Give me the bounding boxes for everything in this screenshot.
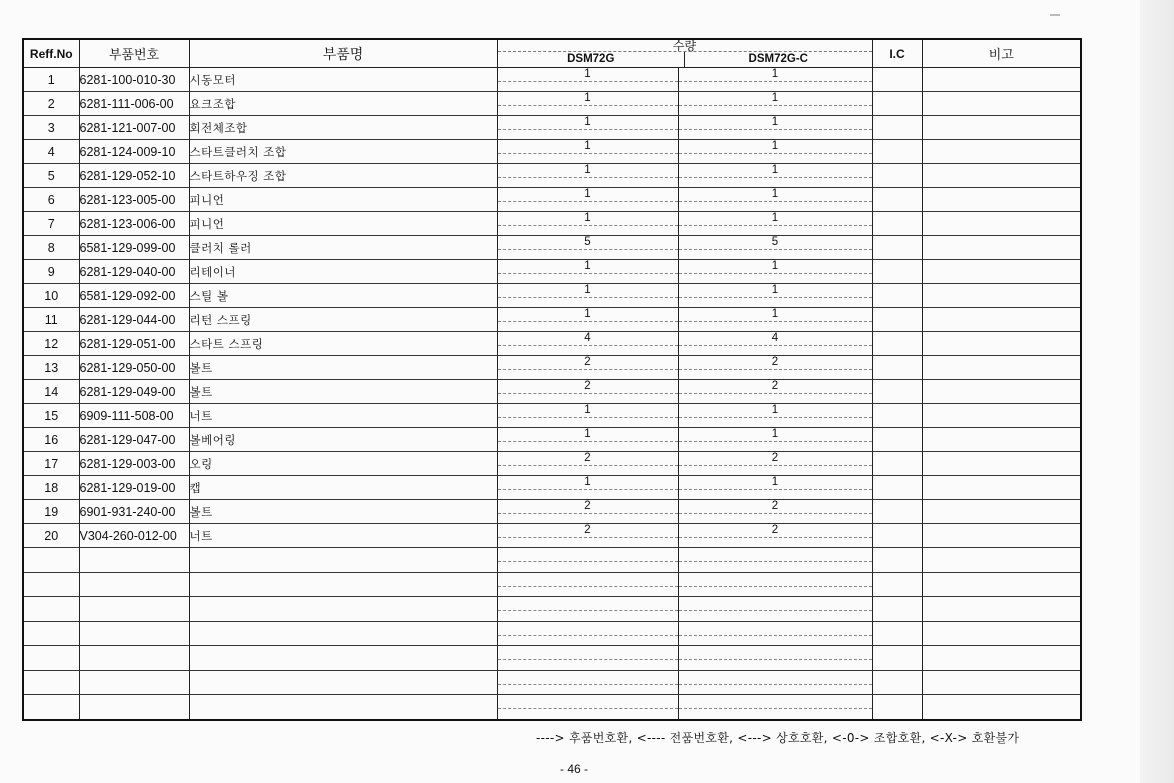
ic-cell [872,68,922,92]
qty-model-a-cell [497,236,678,260]
part-no-cell: 6281-121-007-00 [79,116,189,140]
ref-no-cell: 3 [23,116,79,140]
remarks-cell [922,572,1081,597]
remarks-cell [922,236,1081,260]
qty-model-a-cell [497,548,678,573]
qty-model-b-cell [678,597,872,622]
qty-model-b-cell [678,92,872,116]
interchange-legend: ----> 후품번호환, <---- 전품번호환, <---> 상호호환, <-0-> 조합호환, <-X-> 호환불가 [536,731,1020,745]
empty-row [23,646,1081,671]
ic-cell [872,140,922,164]
remarks-cell [922,670,1081,695]
part-no-cell: 6281-123-006-00 [79,212,189,236]
part-no-cell [79,548,189,573]
ic-cell [872,284,922,308]
part-no-cell: 6281-129-052-10 [79,164,189,188]
table-body [23,68,1081,720]
remarks-cell [922,476,1081,500]
table-row [23,356,1081,380]
remarks-cell [922,597,1081,622]
qty-model-a-cell-value: 5 [584,236,591,248]
empty-row [23,695,1081,720]
ref-no-cell: 13 [23,356,79,380]
qty-model-a-cell [497,500,678,524]
ic-cell [872,597,922,622]
qty-model-a-cell-value: 4 [584,332,591,344]
scan-edge [1140,0,1174,783]
ic-cell [872,524,922,548]
qty-model-a-cell-value: 2 [584,452,591,464]
ref-no-cell: 14 [23,380,79,404]
qty-model-b-cell [678,500,872,524]
qty-model-b-cell-value: 1 [771,260,779,272]
qty-model-b-cell-value: 2 [771,452,779,464]
qty-model-b-cell [678,524,872,548]
qty-model-a-cell [497,621,678,646]
ic-cell [872,548,922,573]
part-no-cell: 6281-129-049-00 [79,380,189,404]
qty-model-a-cell [497,695,678,720]
ref-no-cell [23,597,79,622]
header-qty-title: 수량 [672,39,697,53]
qty-model-b-cell [678,260,872,284]
qty-model-b-cell [678,140,872,164]
qty-model-b-cell [678,356,872,380]
part-no-cell: 6909-111-508-00 [79,404,189,428]
ic-cell [872,332,922,356]
part-name-cell [189,646,497,671]
part-name-cell: 클러치 롤러 [189,236,497,260]
qty-model-b-cell-value: 1 [771,212,779,224]
empty-row [23,670,1081,695]
part-no-cell: 6281-129-051-00 [79,332,189,356]
qty-model-a-cell-value: 1 [584,284,591,296]
ic-cell [872,164,922,188]
qty-model-b-cell [678,116,872,140]
table-row [23,308,1081,332]
remarks-cell [922,164,1081,188]
part-name-cell [189,695,497,720]
qty-model-a-cell-value: 1 [584,428,591,440]
remarks-cell [922,92,1081,116]
ref-no-cell [23,621,79,646]
qty-model-a-cell [497,68,678,92]
ic-cell [872,500,922,524]
qty-model-a-cell [497,140,678,164]
ref-no-cell [23,695,79,720]
empty-row [23,548,1081,573]
ic-cell [872,452,922,476]
remarks-cell [922,695,1081,720]
qty-model-a-cell-value: 2 [584,380,591,392]
ic-cell [872,236,922,260]
ic-cell [872,116,922,140]
ref-no-cell: 17 [23,452,79,476]
part-name-cell [189,597,497,622]
part-name-cell: 볼트 [189,356,497,380]
qty-model-b-cell [678,164,872,188]
qty-model-b-cell [678,452,872,476]
table-row [23,332,1081,356]
ref-no-cell: 20 [23,524,79,548]
qty-model-a-cell-value: 1 [584,68,591,80]
part-name-cell [189,621,497,646]
qty-model-b-cell [678,572,872,597]
qty-model-b-cell [678,188,872,212]
ref-no-cell: 7 [23,212,79,236]
qty-model-b-cell-value: 1 [771,428,779,440]
qty-model-b-cell-value: 2 [771,524,779,536]
qty-model-a-cell [497,308,678,332]
ic-cell [872,404,922,428]
table-row [23,68,1081,92]
qty-model-b-cell [678,670,872,695]
qty-model-a-cell [497,332,678,356]
table-row [23,260,1081,284]
qty-model-b-cell-value: 1 [771,476,779,488]
part-name-cell: 스타트 스프링 [189,332,497,356]
ic-cell [872,646,922,671]
table-row [23,212,1081,236]
qty-model-b-cell-value: 2 [771,380,779,392]
qty-model-b-cell-value: 5 [771,236,779,248]
qty-model-a-cell [497,404,678,428]
qty-model-b-cell-value: 1 [771,116,779,128]
part-no-cell [79,670,189,695]
ref-no-cell: 5 [23,164,79,188]
qty-model-b-cell [678,548,872,573]
remarks-cell [922,116,1081,140]
ref-no-cell: 10 [23,284,79,308]
part-no-cell: 6281-111-006-00 [79,92,189,116]
header-ref-no: Reff.No [23,39,79,68]
remarks-cell [922,140,1081,164]
part-no-cell: 6581-129-099-00 [79,236,189,260]
remarks-cell [922,68,1081,92]
remarks-cell [922,284,1081,308]
table-row [23,284,1081,308]
qty-model-a-cell [497,452,678,476]
ic-cell [872,572,922,597]
qty-model-b-cell-value: 4 [771,332,779,344]
qty-model-a-cell-value: 2 [584,500,591,512]
remarks-cell [922,212,1081,236]
ref-no-cell [23,548,79,573]
part-name-cell: 볼베어링 [189,428,497,452]
remarks-cell [922,646,1081,671]
ref-no-cell: 16 [23,428,79,452]
qty-model-a-cell [497,284,678,308]
part-no-cell: 6281-123-005-00 [79,188,189,212]
qty-model-b-cell [678,380,872,404]
ic-cell [872,380,922,404]
part-no-cell: 6281-124-009-10 [79,140,189,164]
ref-no-cell: 12 [23,332,79,356]
remarks-cell [922,260,1081,284]
qty-model-b-cell-value: 1 [771,164,779,176]
header-model-b: DSM72G-C [748,53,808,65]
qty-model-a-cell [497,164,678,188]
part-name-cell: 스타트클러치 조합 [189,140,497,164]
part-name-cell: 볼트 [189,380,497,404]
remarks-cell [922,524,1081,548]
table-row [23,188,1081,212]
header-ic: I.C [872,39,922,68]
qty-model-b-cell [678,428,872,452]
empty-row [23,621,1081,646]
qty-model-b-cell-value: 1 [771,140,779,152]
qty-model-b-cell-value: 1 [771,68,779,80]
qty-model-b-cell-value: 2 [771,356,779,368]
header-quantity [497,39,872,68]
part-no-cell [79,695,189,720]
table-row [23,428,1081,452]
ic-cell [872,308,922,332]
ref-no-cell: 18 [23,476,79,500]
part-name-cell: 볼트 [189,500,497,524]
qty-model-b-cell [678,68,872,92]
header-model-a: DSM72G [498,52,686,67]
qty-model-a-cell-value: 1 [584,404,591,416]
qty-model-b-cell-value: 1 [771,284,779,296]
table-row [23,236,1081,260]
table-row [23,164,1081,188]
ref-no-cell [23,646,79,671]
ref-no-cell: 8 [23,236,79,260]
remarks-cell [922,332,1081,356]
table-row [23,500,1081,524]
qty-model-b-cell [678,236,872,260]
qty-model-a-cell [497,597,678,622]
qty-model-b-cell [678,308,872,332]
remarks-cell [922,356,1081,380]
ic-cell [872,476,922,500]
ic-cell [872,260,922,284]
remarks-cell [922,404,1081,428]
part-no-cell: 6281-129-003-00 [79,452,189,476]
qty-model-a-cell-value: 1 [584,308,591,320]
header-part-name: 부품명 [189,39,497,68]
qty-model-a-cell-value: 1 [584,212,591,224]
table-row [23,116,1081,140]
ref-no-cell: 15 [23,404,79,428]
qty-model-b-cell-value: 1 [771,404,779,416]
remarks-cell [922,500,1081,524]
table-row [23,476,1081,500]
parts-table [22,38,1082,721]
part-no-cell: 6281-129-040-00 [79,260,189,284]
ref-no-cell: 2 [23,92,79,116]
ic-cell [872,621,922,646]
qty-model-b-cell-value: 1 [771,188,779,200]
remarks-cell [922,188,1081,212]
part-no-cell: 6281-129-050-00 [79,356,189,380]
part-no-cell [79,621,189,646]
qty-model-a-cell [497,92,678,116]
remarks-cell [922,428,1081,452]
ic-cell [872,670,922,695]
table-row [23,380,1081,404]
part-name-cell: 스타트하우징 조합 [189,164,497,188]
ic-cell [872,212,922,236]
qty-model-a-cell [497,356,678,380]
qty-model-b-cell-value: 2 [771,500,779,512]
qty-model-a-cell [497,212,678,236]
part-no-cell: 6281-100-010-30 [79,68,189,92]
part-name-cell: 리테이너 [189,260,497,284]
remarks-cell [922,380,1081,404]
part-name-cell [189,670,497,695]
part-no-cell: 6901-931-240-00 [79,500,189,524]
qty-model-a-cell-value: 2 [584,524,591,536]
qty-model-b-cell [678,212,872,236]
part-name-cell: 리턴 스프링 [189,308,497,332]
ic-cell [872,428,922,452]
part-no-cell [79,597,189,622]
qty-model-b-cell [678,695,872,720]
qty-model-a-cell-value: 1 [584,140,591,152]
empty-row [23,597,1081,622]
ic-cell [872,356,922,380]
qty-model-b-cell-value: 1 [771,92,779,104]
ic-cell [872,188,922,212]
part-name-cell: 피니언 [189,188,497,212]
qty-model-a-cell [497,670,678,695]
part-name-cell: 피니언 [189,212,497,236]
part-no-cell: 6281-129-044-00 [79,308,189,332]
qty-model-b-cell [678,284,872,308]
ref-no-cell: 6 [23,188,79,212]
table-row [23,524,1081,548]
qty-model-a-cell [497,646,678,671]
qty-model-a-cell [497,428,678,452]
remarks-cell [922,621,1081,646]
qty-model-b-cell-value: 1 [771,308,779,320]
qty-model-b-cell [678,404,872,428]
header-part-no: 부품번호 [79,39,189,68]
qty-model-b-cell [678,621,872,646]
part-name-cell: 회전체조합 [189,116,497,140]
part-no-cell [79,646,189,671]
qty-model-a-cell-value: 1 [584,164,591,176]
ref-no-cell [23,572,79,597]
table-row [23,140,1081,164]
qty-model-a-cell [497,572,678,597]
ic-cell [872,695,922,720]
empty-row [23,572,1081,597]
qty-model-a-cell-value: 1 [584,188,591,200]
ref-no-cell [23,670,79,695]
qty-model-a-cell [497,380,678,404]
remarks-cell [922,308,1081,332]
part-no-cell: 6281-129-019-00 [79,476,189,500]
table-header [23,39,1081,68]
remarks-cell [922,548,1081,573]
qty-model-b-cell [678,332,872,356]
qty-model-a-cell-value: 2 [584,356,591,368]
qty-model-a-cell [497,260,678,284]
ref-no-cell: 1 [23,68,79,92]
part-no-cell: V304-260-012-00 [79,524,189,548]
qty-model-a-cell-value: 1 [584,476,591,488]
qty-model-a-cell [497,116,678,140]
ref-no-cell: 11 [23,308,79,332]
ic-cell [872,92,922,116]
part-name-cell: 시동모터 [189,68,497,92]
qty-model-a-cell [497,476,678,500]
qty-model-b-cell [678,476,872,500]
header-remarks: 비고 [922,39,1081,68]
table-row [23,404,1081,428]
part-name-cell: 너트 [189,404,497,428]
part-no-cell: 6581-129-092-00 [79,284,189,308]
qty-model-b-cell [678,646,872,671]
scan-mark [1050,8,1060,16]
part-no-cell [79,572,189,597]
part-name-cell: 스틸 볼 [189,284,497,308]
page-number: - 46 - [560,762,589,776]
qty-model-a-cell-value: 1 [584,260,591,272]
qty-model-a-cell-value: 1 [584,92,591,104]
table-row [23,452,1081,476]
ref-no-cell: 19 [23,500,79,524]
ref-no-cell: 4 [23,140,79,164]
qty-model-a-cell-value: 1 [584,116,591,128]
part-name-cell: 요크조합 [189,92,497,116]
table-row [23,92,1081,116]
part-name-cell: 너트 [189,524,497,548]
part-no-cell: 6281-129-047-00 [79,428,189,452]
qty-model-a-cell [497,524,678,548]
part-name-cell: 캡 [189,476,497,500]
part-name-cell [189,548,497,573]
part-name-cell [189,572,497,597]
part-name-cell: 오링 [189,452,497,476]
remarks-cell [922,452,1081,476]
ref-no-cell: 9 [23,260,79,284]
qty-model-a-cell [497,188,678,212]
